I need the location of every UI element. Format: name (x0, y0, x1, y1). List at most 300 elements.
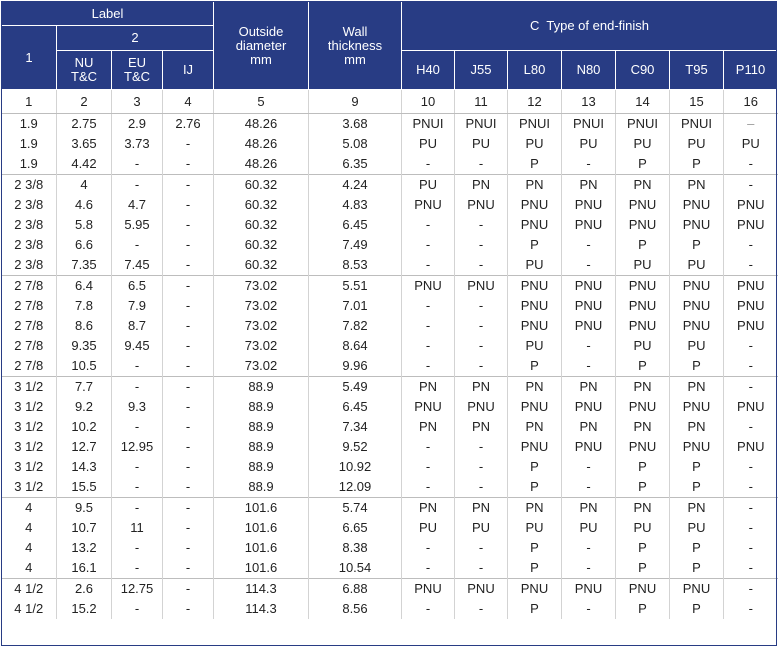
n80-cell: PN (562, 377, 616, 398)
c90-cell: PU (616, 134, 670, 154)
eu-tc-weight-cell: 9.45 (112, 336, 163, 356)
nu-tc-weight-cell: 14.3 (57, 457, 112, 477)
grade-header-t95: T95 (670, 51, 724, 90)
t95-cell: P (670, 558, 724, 579)
spec-table-container (1, 1, 777, 646)
nu-tc-weight-cell: 6.6 (57, 235, 112, 255)
h40-cell: - (402, 316, 455, 336)
table-row (2, 477, 778, 498)
t95-cell: PN (670, 417, 724, 437)
n80-cell: - (562, 336, 616, 356)
j55-cell: - (455, 296, 508, 316)
eu-tc-weight-cell: - (112, 498, 163, 519)
outside-diameter-cell: 114.3 (214, 599, 309, 619)
j55-cell: - (455, 154, 508, 175)
j55-cell: PNU (455, 276, 508, 297)
t95-cell: PN (670, 377, 724, 398)
j55-cell: PU (455, 518, 508, 538)
grade-header-p110: P110 (724, 51, 778, 90)
l80-cell: P (508, 356, 562, 377)
table-row (2, 114, 778, 135)
nu-tc-weight-cell: 10.7 (57, 518, 112, 538)
n80-cell: - (562, 599, 616, 619)
p110-cell: - (724, 356, 778, 377)
n80-cell: - (562, 538, 616, 558)
t95-cell: P (670, 457, 724, 477)
nu-tc-weight-cell: 4 (57, 175, 112, 196)
eu-tc-weight-cell: - (112, 538, 163, 558)
h40-cell: PN (402, 417, 455, 437)
j55-cell: - (455, 437, 508, 457)
h40-cell: PN (402, 498, 455, 519)
t95-cell: P (670, 356, 724, 377)
h40-cell: - (402, 215, 455, 235)
outside-diameter-cell: 101.6 (214, 538, 309, 558)
l80-cell: P (508, 538, 562, 558)
c90-cell: PNU (616, 397, 670, 417)
eu-tc-weight-cell: 11 (112, 518, 163, 538)
p110-cell: – (724, 114, 778, 135)
end-finish-header: C Type of end-finish (402, 2, 778, 51)
ij-weight-cell: - (163, 316, 214, 336)
outside-diameter-cell: 101.6 (214, 518, 309, 538)
c90-cell: P (616, 477, 670, 498)
ij-weight-cell: - (163, 175, 214, 196)
p110-cell: PNU (724, 195, 778, 215)
ij-weight-cell: - (163, 518, 214, 538)
nu-tc-weight-cell: 9.5 (57, 498, 112, 519)
j55-cell: PU (455, 134, 508, 154)
wall-thickness-cell: 7.01 (309, 296, 402, 316)
size-cell: 2 7/8 (2, 276, 57, 297)
l80-cell: P (508, 457, 562, 477)
eu-tc-weight-cell: - (112, 154, 163, 175)
eu-tc-weight-cell: 7.45 (112, 255, 163, 276)
h40-cell: - (402, 437, 455, 457)
t95-cell: P (670, 477, 724, 498)
column-number: 4 (163, 90, 214, 114)
c90-cell: P (616, 235, 670, 255)
h40-cell: PU (402, 518, 455, 538)
ij-weight-cell: - (163, 336, 214, 356)
l80-cell: PN (508, 417, 562, 437)
h40-cell: - (402, 599, 455, 619)
column-number: 10 (402, 90, 455, 114)
j55-cell: - (455, 215, 508, 235)
eu-tc-weight-cell: 12.75 (112, 579, 163, 600)
ij-weight-cell: - (163, 599, 214, 619)
size-cell: 1.9 (19, 116, 38, 131)
outside-diameter-cell: 48.26 (214, 114, 309, 135)
eu-tc-weight-cell: - (112, 558, 163, 579)
size-cell: 3 1/2 (14, 479, 44, 494)
size-cell: 1.9 (19, 136, 38, 151)
nu-tc-header: NU T&C (57, 51, 112, 90)
c90-cell: P (616, 356, 670, 377)
table-row (2, 356, 778, 377)
p110-cell: - (724, 498, 778, 519)
c90-cell: PN (616, 417, 670, 437)
j55-cell: - (455, 316, 508, 336)
h40-cell: - (402, 558, 455, 579)
p110-cell: - (724, 599, 778, 619)
p110-cell: PNU (724, 437, 778, 457)
eu-tc-weight-cell: - (112, 457, 163, 477)
ij-weight-cell: - (163, 235, 214, 255)
l80-cell: PNU (508, 397, 562, 417)
nu-tc-weight-cell: 13.2 (57, 538, 112, 558)
p110-cell: - (724, 538, 778, 558)
h40-cell: PNU (402, 397, 455, 417)
table-row (2, 154, 778, 175)
c90-cell: PNU (616, 296, 670, 316)
column-number: 12 (508, 90, 562, 114)
wall-thickness-cell: 5.74 (309, 498, 402, 519)
ij-weight-cell: - (163, 437, 214, 457)
c90-cell: PN (616, 498, 670, 519)
j55-cell: PN (455, 498, 508, 519)
size-cell: 2 7/8 (14, 358, 44, 373)
h40-cell: PNU (402, 276, 455, 297)
p110-cell: - (724, 518, 778, 538)
c90-cell: PU (616, 518, 670, 538)
n80-cell: PNU (562, 296, 616, 316)
l80-cell: PNUI (508, 114, 562, 135)
h40-cell: PNUI (402, 114, 455, 135)
ij-weight-cell: - (163, 255, 214, 276)
l80-cell: PU (508, 255, 562, 276)
table-row (2, 195, 778, 215)
ij-weight-cell: - (163, 397, 214, 417)
nu-tc-weight-cell: 10.2 (57, 417, 112, 437)
eu-tc-weight-cell: - (112, 356, 163, 377)
outside-diameter-cell: 48.26 (214, 134, 309, 154)
c90-cell: PNU (616, 195, 670, 215)
outside-diameter-cell: 88.9 (214, 457, 309, 477)
l80-cell: PN (508, 498, 562, 519)
t95-cell: PNUI (670, 114, 724, 135)
outside-diameter-cell: 101.6 (214, 558, 309, 579)
p110-cell: PU (724, 134, 778, 154)
size-cell: 4 (25, 520, 33, 535)
p110-cell: - (724, 579, 778, 600)
h40-cell: PN (402, 377, 455, 398)
outside-diameter-cell: 48.26 (214, 154, 309, 175)
wall-thickness-cell: 6.45 (309, 215, 402, 235)
table-row (2, 397, 778, 417)
c90-cell: PNU (616, 215, 670, 235)
j55-cell: PN (455, 377, 508, 398)
p110-cell: - (724, 377, 778, 398)
j55-cell: PNU (455, 579, 508, 600)
size-cell: 3 1/2 (2, 377, 57, 398)
ij-weight-cell: - (163, 356, 214, 377)
size-cell: 2 3/8 (14, 197, 44, 212)
size-cell: 2 7/8 (14, 338, 44, 353)
t95-cell: P (670, 538, 724, 558)
nu-tc-weight-cell: 10.5 (57, 356, 112, 377)
column-number: 3 (112, 90, 163, 114)
t95-cell: PNU (670, 397, 724, 417)
outside-diameter-cell: 88.9 (214, 437, 309, 457)
wall-thickness-cell: 10.92 (309, 457, 402, 477)
nu-tc-weight-cell: 7.35 (57, 255, 112, 276)
wall-thickness-cell: 10.54 (309, 558, 402, 579)
c90-cell: PNUI (616, 114, 670, 135)
wall-thickness-cell: 8.38 (309, 538, 402, 558)
c90-cell: PNU (616, 316, 670, 336)
outside-diameter-cell: 88.9 (214, 377, 309, 398)
nu-tc-weight-cell: 2.6 (57, 579, 112, 600)
l80-cell: P (508, 477, 562, 498)
l80-cell: P (508, 558, 562, 579)
table-row (2, 255, 778, 276)
nu-tc-weight-cell: 15.2 (57, 599, 112, 619)
wall-thickness-cell: 7.82 (309, 316, 402, 336)
c90-cell: PU (616, 336, 670, 356)
table-row (2, 538, 778, 558)
outside-diameter-header: Outside diameter mm (214, 2, 309, 90)
p110-cell: - (724, 336, 778, 356)
grade-header-n80: N80 (562, 51, 616, 90)
nu-tc-weight-cell: 9.35 (57, 336, 112, 356)
size-cell: 3 1/2 (14, 399, 44, 414)
ij-weight-cell: - (163, 457, 214, 477)
c90-cell: P (616, 457, 670, 477)
column-number: 11 (455, 90, 508, 114)
n80-cell: PN (562, 498, 616, 519)
t95-cell: PNU (670, 195, 724, 215)
t95-cell: PU (670, 518, 724, 538)
column-number: 5 (214, 90, 309, 114)
l80-cell: P (508, 235, 562, 255)
p110-cell: PNU (724, 397, 778, 417)
t95-cell: PU (670, 255, 724, 276)
l80-cell: PN (508, 175, 562, 196)
l80-cell: PNU (508, 215, 562, 235)
label-1-header: 1 (2, 26, 57, 90)
grade-header-l80: L80 (508, 51, 562, 90)
n80-cell: - (562, 558, 616, 579)
j55-cell: - (455, 235, 508, 255)
wall-thickness-cell: 6.88 (309, 579, 402, 600)
j55-cell: - (455, 336, 508, 356)
ij-weight-cell: - (163, 134, 214, 154)
table-header (2, 2, 778, 90)
eu-tc-weight-cell: 3.73 (112, 134, 163, 154)
l80-cell: PNU (508, 579, 562, 600)
eu-tc-weight-cell: 9.3 (112, 397, 163, 417)
nu-tc-weight-cell: 2.75 (57, 114, 112, 135)
grade-header-c90: C90 (616, 51, 670, 90)
eu-tc-weight-cell: - (112, 377, 163, 398)
l80-cell: PNU (508, 296, 562, 316)
wall-thickness-cell: 8.64 (309, 336, 402, 356)
nu-tc-weight-cell: 7.7 (57, 377, 112, 398)
table-row (2, 437, 778, 457)
ij-weight-cell: 2.76 (163, 114, 214, 135)
n80-cell: PNU (562, 397, 616, 417)
n80-cell: - (562, 477, 616, 498)
j55-cell: PNU (455, 195, 508, 215)
eu-tc-weight-cell: 4.7 (112, 195, 163, 215)
table-row (2, 558, 778, 579)
wall-thickness-cell: 9.52 (309, 437, 402, 457)
n80-cell: PNU (562, 316, 616, 336)
ij-weight-cell: - (163, 296, 214, 316)
outside-diameter-cell: 88.9 (214, 477, 309, 498)
outside-diameter-cell: 101.6 (214, 498, 309, 519)
outside-diameter-cell: 60.32 (214, 215, 309, 235)
column-number: 13 (562, 90, 616, 114)
l80-cell: PNU (508, 437, 562, 457)
size-cell: 2 3/8 (2, 175, 57, 196)
nu-tc-weight-cell: 8.6 (57, 316, 112, 336)
outside-diameter-cell: 60.32 (214, 175, 309, 196)
p110-cell: - (724, 235, 778, 255)
t95-cell: PNU (670, 215, 724, 235)
table-row (2, 457, 778, 477)
h40-cell: - (402, 255, 455, 276)
j55-cell: - (455, 255, 508, 276)
h40-cell: - (402, 538, 455, 558)
tubing-spec-table (1, 1, 778, 619)
wall-thickness-cell: 3.68 (309, 114, 402, 135)
outside-diameter-cell: 73.02 (214, 336, 309, 356)
outside-diameter-cell: 60.32 (214, 255, 309, 276)
l80-cell: PNU (508, 195, 562, 215)
c90-cell: PNU (616, 579, 670, 600)
eu-tc-weight-cell: - (112, 417, 163, 437)
h40-cell: PNU (402, 579, 455, 600)
j55-cell: PNUI (455, 114, 508, 135)
t95-cell: P (670, 599, 724, 619)
table-row (2, 134, 778, 154)
column-number: 15 (670, 90, 724, 114)
j55-cell: - (455, 558, 508, 579)
h40-cell: PU (402, 175, 455, 196)
n80-cell: PN (562, 175, 616, 196)
eu-tc-weight-cell: 5.95 (112, 215, 163, 235)
size-cell: 4 (2, 498, 57, 519)
p110-cell: - (724, 477, 778, 498)
t95-cell: PNU (670, 316, 724, 336)
size-cell: 2 7/8 (14, 318, 44, 333)
table-row (2, 215, 778, 235)
table-row (2, 599, 778, 619)
table-row (2, 579, 778, 600)
t95-cell: PN (670, 498, 724, 519)
column-number: 2 (57, 90, 112, 114)
ij-weight-cell: - (163, 195, 214, 215)
wall-thickness-cell: 6.35 (309, 154, 402, 175)
h40-cell: - (402, 336, 455, 356)
j55-cell: - (455, 599, 508, 619)
eu-tc-weight-cell: 6.5 (112, 276, 163, 297)
outside-diameter-cell: 73.02 (214, 296, 309, 316)
c90-cell: PN (616, 175, 670, 196)
p110-cell: - (724, 255, 778, 276)
p110-cell: PNU (724, 215, 778, 235)
h40-cell: - (402, 296, 455, 316)
ij-weight-cell: - (163, 579, 214, 600)
table-row (2, 175, 778, 196)
p110-cell: PNU (724, 296, 778, 316)
label-2-header: 2 (57, 26, 214, 51)
l80-cell: PNU (508, 316, 562, 336)
p110-cell: - (724, 154, 778, 175)
eu-tc-weight-cell: - (112, 175, 163, 196)
n80-cell: PNU (562, 276, 616, 297)
n80-cell: PU (562, 518, 616, 538)
j55-cell: PN (455, 175, 508, 196)
ij-weight-cell: - (163, 498, 214, 519)
h40-cell: - (402, 154, 455, 175)
wall-thickness-cell: 5.49 (309, 377, 402, 398)
n80-cell: - (562, 255, 616, 276)
eu-tc-weight-cell: - (112, 477, 163, 498)
l80-cell: PN (508, 377, 562, 398)
n80-cell: - (562, 457, 616, 477)
ij-weight-cell: - (163, 154, 214, 175)
grade-header-h40: H40 (402, 51, 455, 90)
nu-tc-weight-cell: 7.8 (57, 296, 112, 316)
outside-diameter-cell: 73.02 (214, 316, 309, 336)
t95-cell: PU (670, 336, 724, 356)
nu-tc-weight-cell: 4.42 (57, 154, 112, 175)
outside-diameter-cell: 60.32 (214, 235, 309, 255)
size-cell: 2 3/8 (14, 257, 44, 272)
n80-cell: - (562, 356, 616, 377)
grade-header-j55: J55 (455, 51, 508, 90)
t95-cell: PN (670, 175, 724, 196)
p110-cell: PNU (724, 276, 778, 297)
c90-cell: PNU (616, 437, 670, 457)
nu-tc-weight-cell: 4.6 (57, 195, 112, 215)
j55-cell: - (455, 457, 508, 477)
size-cell: 4 (25, 540, 33, 555)
nu-tc-weight-cell: 6.4 (57, 276, 112, 297)
table-row (2, 336, 778, 356)
size-cell: 2 3/8 (14, 217, 44, 232)
n80-cell: - (562, 235, 616, 255)
ij-weight-cell: - (163, 377, 214, 398)
eu-tc-header: EU T&C (112, 51, 163, 90)
l80-cell: PNU (508, 276, 562, 297)
n80-cell: PNU (562, 437, 616, 457)
nu-tc-weight-cell: 5.8 (57, 215, 112, 235)
ij-weight-cell: - (163, 477, 214, 498)
j55-cell: - (455, 477, 508, 498)
size-cell: 3 1/2 (14, 439, 44, 454)
n80-cell: PNU (562, 579, 616, 600)
wall-thickness-cell: 12.09 (309, 477, 402, 498)
h40-cell: - (402, 477, 455, 498)
table-row (2, 417, 778, 437)
size-cell: 2 7/8 (14, 298, 44, 313)
ij-weight-cell: - (163, 276, 214, 297)
wall-thickness-cell: 6.65 (309, 518, 402, 538)
eu-tc-weight-cell: 7.9 (112, 296, 163, 316)
column-number-row (2, 90, 778, 114)
outside-diameter-cell: 88.9 (214, 397, 309, 417)
wall-thickness-cell: 4.83 (309, 195, 402, 215)
n80-cell: PU (562, 134, 616, 154)
j55-cell: - (455, 356, 508, 377)
t95-cell: PNU (670, 276, 724, 297)
outside-diameter-cell: 73.02 (214, 276, 309, 297)
p110-cell: - (724, 417, 778, 437)
